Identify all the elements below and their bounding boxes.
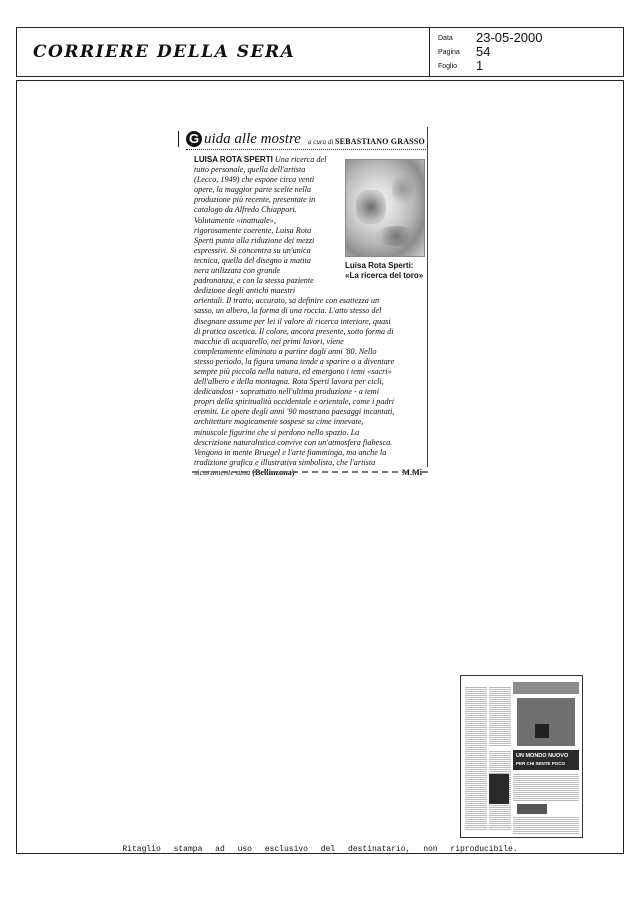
caption-line: «La ricerca del toro» <box>345 271 424 280</box>
thumb-tv <box>535 724 549 738</box>
newspaper-logo: CORRIERE DELLA SERA <box>33 42 296 62</box>
article-line <box>194 428 424 438</box>
article-line <box>194 155 344 165</box>
article-line <box>194 205 344 215</box>
page-thumbnail <box>460 675 583 838</box>
date-value: 23-05-2000 <box>476 30 543 45</box>
thumb-dark-block <box>489 774 509 804</box>
article-line <box>194 448 424 458</box>
article-line <box>194 367 424 377</box>
article-text: minuscole figurine che si perdono nello spazio. La <box>194 427 360 437</box>
place-label: (Bellinzona) <box>252 467 295 477</box>
artist-name: LUISA ROTA SPERTI <box>194 155 273 164</box>
header-meta <box>429 28 624 76</box>
article-line <box>194 306 424 316</box>
article-line <box>194 357 424 367</box>
thumb-headline-2: PER CHI SENTE POCO <box>516 761 566 766</box>
rubric-initial: G <box>186 131 202 147</box>
header-box <box>16 27 624 77</box>
article-line <box>194 236 344 246</box>
column-rule-right <box>427 127 428 467</box>
signature: M.Mi <box>402 467 422 477</box>
article-text: orientali. Il tratto, accurato, sa definire con esattezza un <box>194 296 380 306</box>
article-text: di pratica ascetica. Il colore, ancora presente, sotto forma di <box>194 326 394 336</box>
clipping-bottom-rule <box>192 471 428 473</box>
article-text: Una ricerca del <box>274 155 327 164</box>
article-text: opere, la maggior parte scelte nella <box>194 185 312 195</box>
sheet-label: Foglio <box>438 63 458 70</box>
article-text: dedizione degli antichi maestri <box>194 286 296 296</box>
article-line <box>194 216 344 226</box>
rubric-title: uida alle mostre <box>204 131 301 147</box>
article-text: dedicandosi - soprattutto nell'ultima produzione - a temi <box>194 387 379 397</box>
article-text: padronanza, e con la stessa paziente <box>194 276 314 286</box>
photo-detail <box>392 174 414 204</box>
article-line <box>194 407 424 417</box>
article-line <box>194 286 344 296</box>
article-text: rigorosamente coerente, Luisa Rota <box>194 225 312 235</box>
thumb-column <box>513 773 579 801</box>
article-line <box>194 266 344 276</box>
article-text: disegnare assume per lei il valore di ricerca interiore, quasi <box>194 316 391 326</box>
article-text: produzione più recente, presentate in <box>194 195 316 205</box>
article-line <box>194 195 344 205</box>
article-text: architetture magicamente sospese su cime innevate, <box>194 417 364 427</box>
article-text: sicuramente ama <box>194 467 251 477</box>
article-clipping <box>174 127 434 477</box>
article-text: stesso periodo, la figura umana tende a sparire o a diventare <box>194 356 395 366</box>
article-text: (Lecco, 1949) che espone circa venti <box>194 175 315 185</box>
article-text: descrizione naturalistica convive con un'atmosfera fiabesca. <box>194 437 393 447</box>
article-line <box>194 226 344 236</box>
curator-by: a cura di <box>308 138 334 146</box>
photo-caption <box>345 261 429 281</box>
article-line <box>194 438 424 448</box>
article-line <box>194 185 344 195</box>
article-text: catalogo da Alfredo Chiappori. <box>194 205 297 215</box>
article-text: sasso, un albero, la forma di una roccia. L'atto stesso del <box>194 306 382 316</box>
page-label: Pagina <box>438 49 460 56</box>
thumb-column <box>489 686 511 746</box>
thumb-headline-1: UN MONDO NUOVO <box>516 753 569 759</box>
article-text: completamente eliminato a partire dagli anni '80. Nello <box>194 346 377 356</box>
date-label: Data <box>438 35 453 42</box>
article-line <box>194 337 424 347</box>
sheet-value: 1 <box>476 58 484 73</box>
article-text: Volutamente «inattuale», <box>194 215 276 225</box>
article-text: nera utilizzata con grande <box>194 266 281 276</box>
page-value: 54 <box>476 44 491 59</box>
article-text: eremiti. Le opere degli anni '90 mostrano paesaggi incantati, <box>194 407 395 417</box>
thumb-logo <box>517 804 547 814</box>
curator-name: SEBASTIANO GRASSO <box>335 137 425 146</box>
article-line <box>194 387 424 397</box>
footer-notice: Ritaglio stampa ad uso esclusivo del destinatario, non riproducibile. <box>122 845 518 854</box>
article-line <box>194 175 344 185</box>
article-text: dell'albero e della montagna. Rota Sperti lavora per cicli, <box>194 377 384 387</box>
article-line <box>194 276 344 286</box>
thumb-photo <box>517 698 575 746</box>
article-line <box>194 327 424 337</box>
article-line <box>194 458 424 468</box>
photo-detail <box>376 226 416 246</box>
artwork-photo <box>345 159 425 257</box>
article-text: sempre più piccola nella natura, ed emergono i temi «sacri» <box>194 366 392 376</box>
article-text: espressivi. Si concentra su un'unica <box>194 245 311 255</box>
article-line <box>194 165 344 175</box>
article-text: Sperti punta alla riduzione dei mezzi <box>194 235 315 245</box>
article-line <box>194 397 424 407</box>
article-text: tecnica, quella del disegno a matita <box>194 255 311 265</box>
article-line <box>194 417 424 427</box>
photo-detail <box>356 190 386 224</box>
article-text: propri della spiritualità occidentale e orientale, come i padri <box>194 397 395 407</box>
rubric-dotted-rule <box>186 149 426 150</box>
article-line <box>194 317 424 327</box>
article-text: Vengono in mente Bruegel e l'arte fiamminga, ma anche la <box>194 447 387 457</box>
article-text: macchie di acquarello, nei primi lavori, viene <box>194 336 344 346</box>
article-text: tradizione grafica e illustrativa simbolista, che l'artista <box>194 457 376 467</box>
article-line <box>194 296 424 306</box>
article-line <box>194 256 344 266</box>
thumb-column <box>513 816 579 834</box>
thumb-column <box>465 686 487 831</box>
article-line <box>194 347 424 357</box>
caption-line: Luisa Rota Sperti: <box>345 261 414 270</box>
thumb-masthead <box>513 682 579 694</box>
article-text: tutto personale, quella dell'artista <box>194 165 306 175</box>
curator-credit <box>308 137 425 146</box>
article-line <box>194 246 344 256</box>
article-line <box>194 377 424 387</box>
column-rule-left <box>178 131 179 147</box>
